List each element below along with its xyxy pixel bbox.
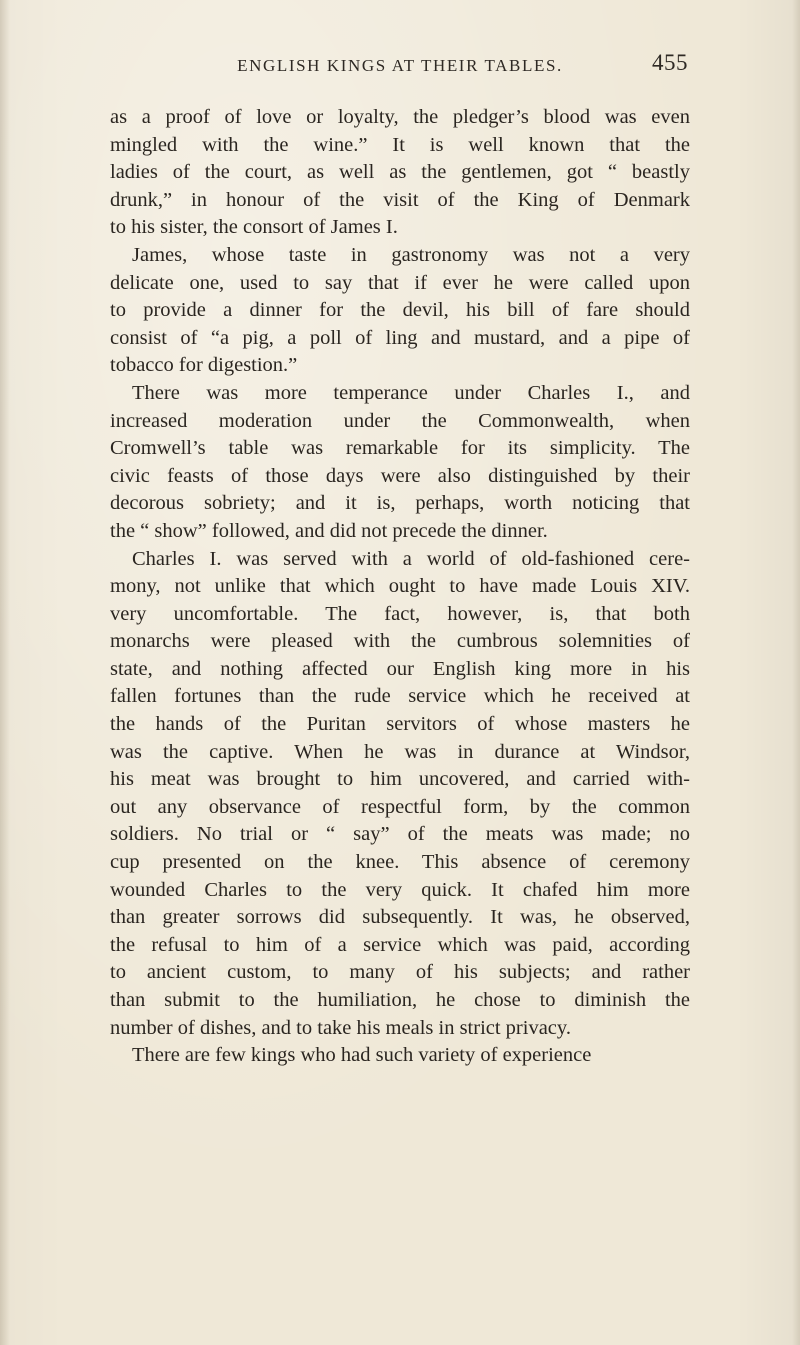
text-line: the refusal to him of a service which was paid, according [110, 933, 690, 956]
text-line: soldiers. No trial or “ say” of the meats was made; no [110, 823, 690, 846]
text-line: ladies of the court, as well as the gentlemen, got “ beastly [110, 161, 690, 184]
page-number: 455 [652, 50, 688, 75]
text-line: state, and nothing affected our English king more in his [110, 657, 690, 680]
text-line: his meat was brought to him uncovered, and carried with- [110, 768, 690, 791]
text-line: very uncomfortable. The fact, however, is, that both [110, 602, 690, 625]
text-line: the “ show” followed, and did not precede the dinner. [110, 519, 548, 542]
page-header [0, 50, 800, 80]
running-title: ENGLISH KINGS AT THEIR TABLES. [237, 56, 563, 75]
text-line: was the captive. When he was in durance at Windsor, [110, 740, 690, 763]
text-line: mingled with the wine.” It is well known that the [110, 133, 690, 156]
text-line: to his sister, the consort of James I. [110, 216, 398, 239]
text-line: decorous sobriety; and it is, perhaps, worth noticing that [110, 492, 690, 515]
text-line: than greater sorrows did subsequently. It was, he observed, [110, 906, 690, 929]
text-line: than submit to the humiliation, he chose to diminish the [110, 989, 690, 1011]
text-line: to ancient custom, to many of his subjects; and rather [110, 961, 690, 984]
text-line: James, whose taste in gastronomy was not a very [132, 243, 690, 266]
text-line: There was more temperance under Charles I., and [132, 381, 690, 404]
text-line: mony, not unlike that which ought to have made Louis XIV. [110, 575, 690, 598]
text-line: civic feasts of those days were also distinguished by their [110, 464, 690, 487]
body-text [110, 104, 690, 1070]
text-line: monarchs were pleased with the cumbrous solemnities of [110, 630, 690, 653]
text-line: Cromwell’s table was remarkable for its simplicity. The [110, 437, 690, 460]
page-edge-shadow-right [792, 0, 800, 1345]
text-line: tobacco for digestion.” [110, 354, 298, 377]
text-line: fallen fortunes than the rude service which he received at [110, 685, 690, 708]
text-line: as a proof of love or loyalty, the pledger’s blood was even [110, 106, 690, 128]
text-line: delicate one, used to say that if ever he were called upon [110, 271, 690, 294]
text-line: Charles I. was served with a world of old-fashioned cere- [132, 547, 690, 570]
text-line: consist of “a pig, a poll of ling and mustard, and a pipe of [110, 326, 690, 349]
text-line: cup presented on the knee. This absence of ceremony [110, 851, 690, 874]
text-line: the hands of the Puritan servitors of whose masters he [110, 713, 690, 736]
text-line: out any observance of respectful form, by the common [110, 795, 690, 818]
text-line: There are few kings who had such variety of experience [132, 1044, 592, 1067]
page-edge-shadow [0, 0, 10, 1345]
text-line: to provide a dinner for the devil, his bill of fare should [110, 299, 690, 322]
text-line: increased moderation under the Commonwealth, when [110, 409, 690, 432]
text-line: number of dishes, and to take his meals in strict privacy. [110, 1016, 571, 1039]
text-line: drunk,” in honour of the visit of the King of Denmark [110, 188, 690, 211]
text-line: wounded Charles to the very quick. It chafed him more [110, 878, 690, 901]
